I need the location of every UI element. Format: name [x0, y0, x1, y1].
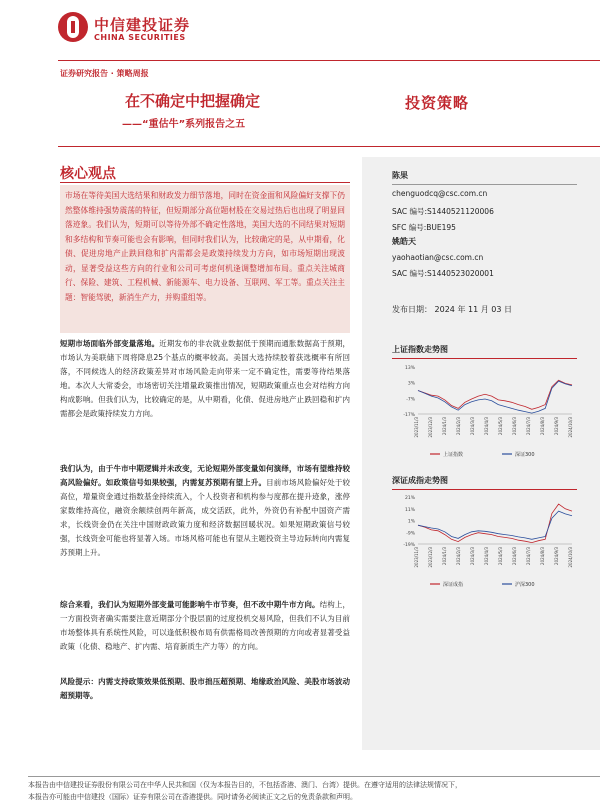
chart-1-xtick: 2023/11/3: [414, 417, 419, 438]
chart-2-ytick: 21%: [404, 496, 415, 501]
core-view-heading: 核心观点: [60, 166, 116, 182]
chart-2-xtick: 2024/6/3: [512, 547, 517, 565]
report-series: 证券研究报告 · 策略周报: [60, 69, 149, 78]
chart-2-xtick: 2023/12/3: [428, 547, 433, 568]
chart-2-xtick: 2024/7/3: [526, 547, 531, 565]
author-divider: [392, 184, 577, 185]
chart-1-xtick: 2024/8/3: [540, 417, 545, 435]
header-divider: [58, 60, 600, 61]
chart-2-ytick: 1%: [407, 519, 415, 525]
title-divider: [58, 146, 600, 147]
company-logo-icon: [58, 12, 88, 42]
chart-2-xtick: 2024/5/3: [498, 547, 503, 565]
disclaimer-line-2: 本报告亦可能由中信建投（国际）证券有限公司在香港提供。同时请务必阅读正文之后的免责条款和声明。: [28, 793, 357, 800]
chart-2-xtick: 2024/1/3: [442, 547, 447, 565]
chart-1-legend-label: 深证300: [515, 452, 535, 458]
chart-2-ytick: -19%: [403, 543, 415, 548]
chart-1-plot: [392, 362, 580, 462]
chart-2-title: 深证成指走势图: [392, 476, 448, 485]
chart-1-title: 上证指数走势图: [392, 345, 448, 354]
author-2-email: yaohaotian@csc.com.cn: [392, 253, 484, 262]
para-2-text: 目前市场风险偏好处于较高位，增量资金通过指数基金持续流入，个人投资者和机构参与度都在提升迹象，涨停家数维持高位，融资余额续创两年新高，成交活跃，此外，外资仍有补配中国资产需求，长线资金仍在关注中国财政政策力度和经济数据回暖状况。如果短期政策信号较强，长线资金可能也将显著入场。市场风格可能也有望从主题投资主导边际转向内需复苏预期上升。: [60, 478, 351, 557]
chart-2-divider: [392, 489, 577, 490]
chart-2-legend-label: 沪深300: [515, 582, 535, 588]
para-2-lead: 我们认为，由于牛市中期逻辑并未改变，无论短期外部变量如何演绎，市场有望维持较高风险偏好。如政策信号如果较强，内需复苏预期有望上升。: [60, 464, 350, 487]
para-3-lead: 综合来看，我们认为短期外部变量可能影响牛市节奏，但不改中期牛市方向。: [60, 600, 320, 609]
chart-2-series-1-line: [418, 504, 572, 542]
chart-1-xtick: 2024/1/3: [442, 417, 447, 435]
chart-1-xtick: 2024/6/3: [512, 417, 517, 435]
chart-1-series-1-line: [418, 380, 572, 409]
chart-1-xtick: 2024/2/3: [456, 417, 461, 435]
para-1-text: 近期发布的非农就业数据低于预期而通胀数据高于预期，市场认为美联储下周将降息25个基点的概率较高。美国大选持续胶着获选概率有所回落，不同候选人的经济政策差异对市场风险走向带来一定不确定性，需要等待结果落地。本次人大常委会，市场密切关注增量政策推出情况，短期政策重点也会对结构方向构成影响。但我们认为，比较确定的是，从中期看，化债、促进房地产止跌回稳和扩内需都会是政策持续发力方向。: [60, 339, 351, 418]
report-subtitle: ——“重估牛”系列报告之五: [122, 119, 246, 130]
chart-2-xtick: 2024/10/3: [568, 547, 573, 568]
chart-2-xtick: 2024/2/3: [456, 547, 461, 565]
author-1-sac: SAC 编号:S1440521120006: [392, 207, 494, 216]
author-2-sac: SAC 编号:S1440523020001: [392, 269, 494, 278]
author-2-name: 姚皓天: [392, 237, 416, 246]
chart-1-xtick: 2024/5/3: [498, 417, 503, 435]
chart-1-ytick: 13%: [404, 366, 415, 371]
chart-1-xtick: 2023/12/3: [428, 417, 433, 438]
chart-2-ytick: 11%: [404, 507, 415, 513]
chart-2-xtick: 2024/3/3: [470, 547, 475, 565]
author-1-email: chenguodcq@csc.com.cn: [392, 189, 488, 198]
chart-1-xtick: 2024/7/3: [526, 417, 531, 435]
para-1-lead: 短期市场面临外部变量落地。: [60, 339, 160, 348]
core-divider: [60, 182, 350, 183]
core-summary-box: 市场在等待美国大选结果和财政发力细节落地，同时在资金面和风险偏好支撑下仍然整体维持强势震荡的特征，但短期部分高位题材股在交易过热后也出现了明显回落迹象。我们认为，短期可以等待外部不确定性落地，美国大选的不同结果对短期和多结构和节奏可能也会有影响，但同时我们认为，比较确定的是，从中期看，化债、促进房地产止跌回稳和扩内需都会是政策持续发力方向，如市场短期出现波动，显著受益这些方向的行业和公司可考虑何机逢调整增加布局。重点关注城商行、保险、建筑、工程机械、新能源车、电力设备、互联网、军工等。重点关注主题：智能驾驶，新消生产力，并购重组等。: [60, 185, 350, 333]
chart-2-xtick: 2023/11/3: [414, 547, 419, 568]
chart-1-series-2-line: [418, 381, 572, 413]
chart-1-xtick: 2024/4/3: [484, 417, 489, 435]
chart-1-xtick: 2024/10/3: [568, 417, 573, 438]
chart-2-xtick: 2024/9/3: [554, 547, 559, 565]
chart-1-legend-label: 上证指数: [443, 452, 464, 458]
chart-2-legend-label: 深证成指: [443, 582, 464, 588]
chart-1-ytick: -17%: [403, 413, 415, 418]
footer-divider: [28, 776, 600, 777]
chart-1-divider: [392, 358, 577, 359]
chart-2-ytick: -9%: [406, 531, 415, 537]
chart-1-ytick: 3%: [407, 381, 415, 387]
author-1-sfc: SFC 编号:BUE195: [392, 223, 456, 232]
para-3-text: 结构上，一方面投资者确实需要注意近期部分个股层面的过度投机交易风险，但我们不认为目前市场整体具有系统性风险，可以逢低积极布局有供需格局改善预期的方向或者显著受益政策（化债、稳地产、扩内需、培育新质生产力等）的方向。: [60, 600, 350, 651]
body-paragraph-1: [60, 337, 350, 421]
chart-1-xtick: 2024/9/3: [554, 417, 559, 435]
body-paragraph-2: [60, 462, 350, 560]
body-paragraph-3: [60, 598, 350, 654]
report-title: 在不确定中把握确定: [125, 92, 261, 110]
author-1-name: 陈果: [392, 171, 408, 180]
disclaimer-line-1: 本报告由中信建投证券股份有限公司在中华人民共和国（仅为本报告目的，不包括香港、澳门、台湾）提供。在遵守适用的法律法规情况下，: [28, 781, 462, 789]
body-paragraph-4: [60, 675, 350, 703]
chart-1-ytick: -7%: [406, 397, 415, 403]
publish-date: 发布日期： 2024 年 11 月 03 日: [392, 305, 512, 314]
company-name-cn: 中信建投证券: [94, 16, 191, 34]
company-name-en: CHINA SECURITIES: [94, 33, 186, 42]
risk-warning: 风险提示：内需支持政策效果低预期、股市拙压超预期、地缘政治风险、美股市场波动超预期等。: [60, 677, 350, 700]
chart-2-xtick: 2024/4/3: [484, 547, 489, 565]
report-category: 投资策略: [405, 94, 470, 112]
chart-1-xtick: 2024/3/3: [470, 417, 475, 435]
chart-2-plot: [392, 492, 580, 592]
chart-2-xtick: 2024/8/3: [540, 547, 545, 565]
